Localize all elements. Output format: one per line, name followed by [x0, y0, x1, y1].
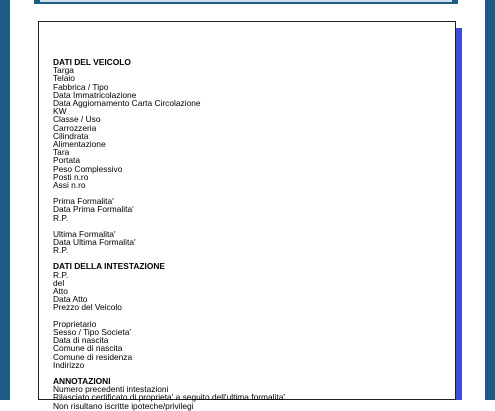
field-label: Data Aggiornamento Carta Circolazione: [53, 98, 201, 109]
field-label: Data Atto: [53, 294, 88, 305]
field-label: Data Immatricolazione: [53, 89, 137, 100]
field-label: Proprietario: [53, 318, 97, 329]
field-label: Telaio: [53, 73, 75, 84]
field-label: Peso Complessivo: [53, 163, 123, 174]
field-label: Sesso / Tipo Societa': [53, 326, 131, 337]
field-label: Prima Formalita': [53, 196, 114, 207]
field-label: Data Prima Formalita': [53, 204, 134, 215]
field-label: Comune di nascita: [53, 343, 123, 354]
field-label: Indirizzo: [53, 359, 85, 370]
field-label: Atto: [53, 286, 68, 297]
field-group: [53, 230, 443, 255]
field-label: Cilindrata: [53, 130, 89, 141]
field-group: [53, 197, 443, 222]
field-label: Assi n.ro: [53, 180, 86, 191]
section-gap: [53, 369, 443, 377]
section: [53, 58, 443, 254]
field-label: R.P.: [53, 245, 69, 256]
field-group: [53, 320, 443, 369]
field-label: Numero precedenti intestazioni: [53, 384, 169, 395]
section: [53, 369, 443, 410]
field-label: Alimentazione: [53, 139, 106, 150]
field-group: [53, 385, 443, 410]
section-title: ANNOTAZIONI: [53, 375, 111, 386]
field-label: Tara: [53, 147, 70, 158]
field-label: Fabbrica / Tipo: [53, 81, 109, 92]
field-label: Ultima Formalita': [53, 228, 116, 239]
field-label: Portata: [53, 155, 81, 166]
frame-border-right: [485, 0, 495, 400]
field-label: del: [53, 277, 65, 288]
section: [53, 254, 443, 368]
frame-border-left: [0, 0, 10, 400]
field-label: Classe / Uso: [53, 114, 101, 125]
field-label: Targa: [53, 65, 74, 76]
field-label: R.P.: [53, 269, 69, 280]
group-gap: [53, 312, 443, 320]
field-label: Rilasciato certificato di proprieta' a seguito dell'ultima formalita': [53, 392, 285, 403]
field-label: Prezzo del Veicolo: [53, 302, 122, 313]
top-frame-highlight: [40, 0, 452, 2]
field-group: [53, 66, 443, 189]
field-label: Posti n.ro: [53, 171, 89, 182]
field-label: KW: [53, 106, 67, 117]
document-content: [53, 58, 443, 410]
field-label: Carrozzeria: [53, 122, 97, 133]
section-title: DATI DEL VEICOLO: [53, 57, 131, 67]
field-label: R.P.: [53, 212, 69, 223]
field-group: [53, 271, 443, 312]
section-title: DATI DELLA INTESTAZIONE: [53, 261, 165, 272]
field-label: Data di nascita: [53, 335, 109, 346]
field-label: Comune di residenza: [53, 351, 133, 362]
field-label: Data Ultima Formalita': [53, 237, 136, 248]
field-label: Non risultano iscritte ipoteche/privilegi: [53, 400, 194, 411]
